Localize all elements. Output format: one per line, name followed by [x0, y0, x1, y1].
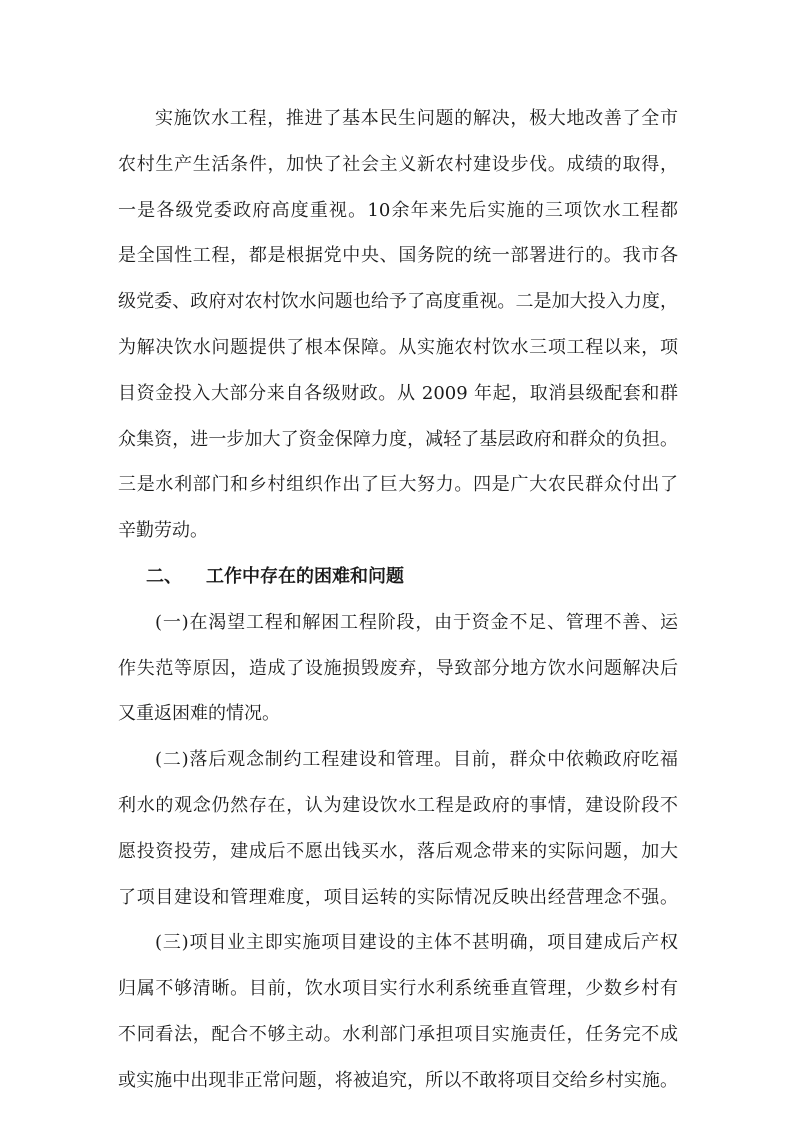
section-heading-title: 工作中存在的困难和问题	[206, 565, 404, 587]
text-line: 众集资，进一步加大了资金保障力度，减轻了基层政府和群众的负担。	[118, 428, 678, 450]
text-line: 是全国性工程，都是根据党中央、国务院的统一部署进行的。我市各	[118, 245, 678, 267]
text-line: 或实施中出现非正常问题，将被追究，所以不敢将项目交给乡村实施。	[118, 1069, 678, 1091]
text-line: 一是各级党委政府高度重视。10余年来先后实施的三项饮水工程都	[118, 199, 678, 221]
text-line: 为解决饮水问题提供了根本保障。从实施农村饮水三项工程以来，项	[118, 336, 678, 358]
section-heading-number: 二、	[146, 565, 182, 587]
text-line: 归属不够清晰。目前，饮水项目实行水利系统垂直管理，少数乡村有	[118, 978, 678, 1000]
section-heading	[118, 554, 678, 600]
text-line: (一)在渴望工程和解困工程阶段，由于资金不足、管理不善、运	[155, 611, 678, 633]
text-line: 愿投资投劳，建成后不愿出钱买水，落后观念带来的实际问题，加大	[118, 840, 678, 862]
paragraph-problem-2	[118, 737, 678, 920]
text-line: 实施饮水工程，推进了基本民生问题的解决，极大地改善了全市	[155, 108, 678, 129]
text-line: 了项目建设和管理难度，项目运转的实际情况反映出经营理念不强。	[118, 886, 678, 908]
text-line: 作失范等原因，造成了设施损毁废弃，导致部分地方饮水问题解决后	[118, 657, 678, 679]
paragraph-problem-3	[118, 920, 678, 1103]
text-line: 农村生产生活条件，加快了社会主义新农村建设步伐。成绩的取得，	[118, 153, 678, 175]
text-line: 不同看法，配合不够主动。水利部门承担项目实施责任，任务完不成	[118, 1023, 678, 1045]
document-page	[118, 96, 678, 1104]
text-line: 三是水利部门和乡村组织作出了巨大努力。四是广大农民群众付出了	[118, 474, 678, 496]
text-line: (二)落后观念制约工程建设和管理。目前，群众中依赖政府吃福	[155, 749, 678, 771]
paragraph-achievements	[118, 96, 678, 554]
text-line: 辛勤劳动。	[118, 520, 208, 542]
paragraph-problem-1	[118, 600, 678, 737]
text-line: 又重返困难的情况。	[118, 703, 280, 725]
text-line: (三)项目业主即实施项目建设的主体不甚明确，项目建成后产权	[155, 932, 678, 954]
text-line: 目资金投入大部分来自各级财政。从 2009 年起，取消县级配套和群	[118, 382, 678, 404]
text-line: 级党委、政府对农村饮水问题也给予了高度重视。二是加大投入力度，	[118, 291, 678, 313]
text-line: 利水的观念仍然存在，认为建设饮水工程是政府的事情，建设阶段不	[118, 794, 678, 816]
